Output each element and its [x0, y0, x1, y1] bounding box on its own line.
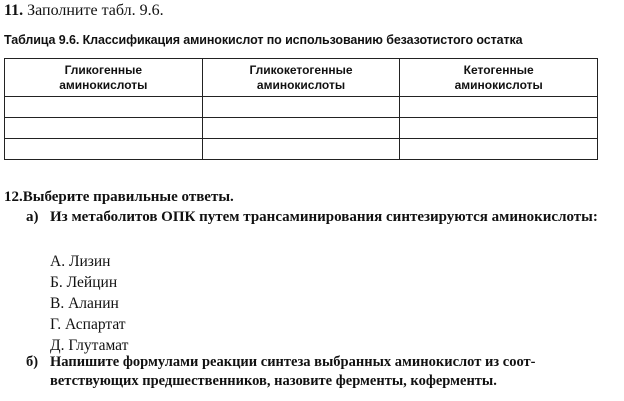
header-glucoketogenic	[202, 59, 400, 97]
table-row	[5, 139, 598, 160]
header-ketogenic	[400, 59, 598, 97]
table-cell[interactable]	[5, 97, 203, 118]
amino-acid-classification-table	[4, 58, 598, 160]
question-a	[26, 207, 598, 227]
table-cell[interactable]	[5, 139, 203, 160]
answer-options	[50, 251, 128, 356]
option-a-lysine: А. Лизин	[50, 253, 111, 270]
option-d-aspartate: Г. Аспартат	[50, 316, 126, 333]
option-e-glutamate: Д. Глутамат	[50, 337, 129, 354]
task-11-number: 11.	[4, 2, 24, 19]
header-glucogenic-line2: аминокислоты	[59, 77, 148, 92]
task-12-title: 12.Выберите правильные ответы.	[4, 189, 234, 205]
header-ketogenic-line2: аминокислоты	[454, 77, 543, 92]
table-cell[interactable]	[5, 118, 203, 139]
table-cell[interactable]	[400, 118, 598, 139]
table-row	[5, 97, 598, 118]
question-b	[26, 353, 598, 391]
table-cell[interactable]	[202, 118, 400, 139]
table-cell[interactable]	[202, 139, 400, 160]
header-glucogenic	[5, 59, 203, 97]
table-row	[5, 118, 598, 139]
header-glucoketogenic-line1: Гликокетогенные	[249, 62, 353, 77]
task-11-text: Заполните табл. 9.6.	[27, 2, 164, 19]
table-cell[interactable]	[400, 97, 598, 118]
table-header-row	[5, 59, 598, 97]
question-b-text: Напишите формулами реакции синтеза выбранных аминокислот из соот-ветствующих предшественников, назовите ферменты, коферменты.	[50, 354, 536, 389]
table-cell[interactable]	[202, 97, 400, 118]
option-b-leucine: Б. Лейцин	[50, 274, 118, 291]
table-cell[interactable]	[400, 139, 598, 160]
question-a-text: Из метаболитов ОПК путем трансаминирования синтезируются аминокислоты:	[50, 209, 598, 225]
table-caption: Таблица 9.6. Классификация аминокислот по использованию безазотистого остатка	[4, 33, 523, 47]
header-ketogenic-line1: Кетогенные	[463, 62, 534, 77]
task-11	[4, 1, 164, 21]
header-glucoketogenic-line2: аминокислоты	[256, 77, 346, 92]
question-a-letter: а)	[26, 209, 39, 225]
option-c-alanine: В. Аланин	[50, 295, 119, 312]
question-b-letter: б)	[26, 354, 39, 370]
header-glucogenic-line1: Гликогенные	[64, 62, 143, 77]
